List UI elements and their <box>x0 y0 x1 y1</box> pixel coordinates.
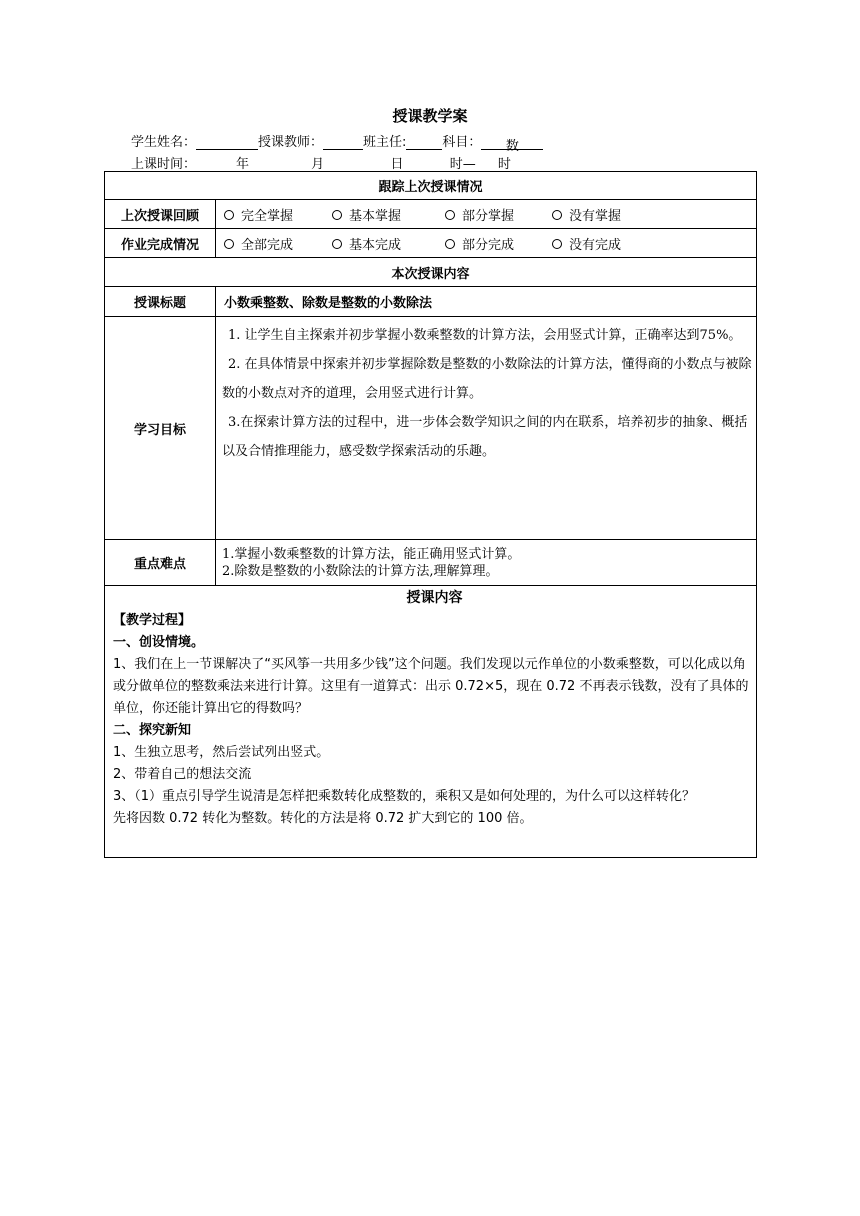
month-label: 月 <box>311 157 325 172</box>
key-points-row <box>105 540 757 586</box>
option-label: 部分掌握 <box>462 208 515 224</box>
topic-label: 授课标题 <box>105 287 216 317</box>
section-2-title: 二、探究新知 <box>113 723 192 738</box>
option-label: 全部完成 <box>241 237 294 253</box>
section-1-text: 1、我们在上一节课解决了“买风筝一共用多少钱”这个问题。我们发现以元作单位的小数乘整数，可以化成以角或分做单位的整数乘法来进行计算。这里有一道算式：出示 0.72×5，现在 0.72 不再表示钱数，没有了具体的单位，你还能计算出它的得数吗？ <box>113 657 749 716</box>
goal-item: 2. 在具体情景中探索并初步掌握除数是整数的小数除法的计算方法，懂得商的小数点与被除数的小数点对齐的道理，会用竖式进行计算。 <box>222 357 752 401</box>
radio-circle-icon <box>445 239 455 249</box>
content-cell <box>105 586 757 858</box>
homework-label: 作业完成情况 <box>105 229 216 258</box>
teacher-field[interactable] <box>323 135 363 150</box>
hour-to-label: 时 <box>497 157 511 172</box>
head-teacher-label: 班主任: <box>363 135 407 150</box>
goal-item: 3.在探索计算方法的过程中，进一步体会数学知识之间的内在联系，培养初步的抽象、概括以及合情推理能力，感受数学探索活动的乐趣。 <box>222 415 748 459</box>
month-field[interactable] <box>253 157 311 172</box>
topic-row <box>105 287 757 317</box>
review-option-2[interactable] <box>332 205 445 224</box>
day-label: 日 <box>390 157 404 172</box>
homework-option-2[interactable] <box>332 234 445 253</box>
review-option-3[interactable] <box>445 205 552 224</box>
content-item: 1、生独立思考，然后尝试列出竖式。 <box>113 745 330 760</box>
key-points-content <box>216 540 757 586</box>
current-header-row <box>105 258 757 287</box>
review-option-1[interactable] <box>224 205 332 224</box>
option-label: 完全掌握 <box>241 208 294 224</box>
tracking-header-row <box>105 172 757 200</box>
content-header: 授课内容 <box>406 590 463 606</box>
key-point-item: 2.除数是整数的小数除法的计算方法,理解算理。 <box>222 563 499 579</box>
document-title: 授课教学案 <box>392 107 468 125</box>
goals-content <box>216 317 757 540</box>
lesson-plan-table <box>104 171 757 858</box>
radio-circle-icon <box>332 239 342 249</box>
subject-field[interactable] <box>481 135 543 154</box>
goals-row <box>105 317 757 540</box>
option-label: 基本完成 <box>349 237 402 253</box>
year-field[interactable] <box>196 157 236 172</box>
option-label: 部分完成 <box>462 237 515 253</box>
homework-options <box>216 229 757 258</box>
process-title: 【教学过程】 <box>113 613 192 628</box>
section-1-title: 一、创设情境。 <box>113 635 205 650</box>
hour-from-label: 时— <box>449 157 476 172</box>
year-label: 年 <box>236 157 250 172</box>
radio-circle-icon <box>552 239 562 249</box>
review-label: 上次授课回顾 <box>105 200 216 229</box>
option-label: 没有完成 <box>569 237 622 253</box>
review-option-4[interactable] <box>552 205 621 224</box>
tracking-header: 跟踪上次授课情况 <box>105 172 757 200</box>
homework-option-3[interactable] <box>445 234 552 253</box>
subject-value: 数 <box>505 139 519 154</box>
goals-label: 学习目标 <box>105 317 216 540</box>
radio-circle-icon <box>332 210 342 220</box>
review-row <box>105 200 757 229</box>
homework-option-1[interactable] <box>224 234 332 253</box>
hour-to-field[interactable] <box>480 157 498 172</box>
info-line-1 <box>131 131 543 154</box>
subject-label: 科目： <box>442 135 482 150</box>
homework-option-4[interactable] <box>552 234 621 253</box>
key-point-item: 1.掌握小数乘整数的计算方法，能正确用竖式计算。 <box>222 546 521 562</box>
radio-circle-icon <box>224 239 234 249</box>
content-row <box>105 586 757 858</box>
goal-item: 1. 让学生自主探索并初步掌握小数乘整数的计算方法，会用竖式计算，正确率达到75%。 <box>228 328 742 343</box>
radio-circle-icon <box>224 210 234 220</box>
content-item: 2、带着自己的想法交流 <box>113 767 252 782</box>
option-label: 基本掌握 <box>349 208 402 224</box>
homework-row <box>105 229 757 258</box>
student-name-field[interactable] <box>196 135 258 150</box>
content-item: 先将因数 0.72 转化为整数。转化的方法是将 0.72 扩大到它的 100 倍。 <box>113 811 533 826</box>
teacher-label: 授课教师： <box>258 135 324 150</box>
review-options <box>216 200 757 229</box>
radio-circle-icon <box>552 210 562 220</box>
time-label: 上课时间： <box>131 157 197 172</box>
radio-circle-icon <box>445 210 455 220</box>
topic-value: 小数乘整数、除数是整数的小数除法 <box>216 287 757 317</box>
option-label: 没有掌握 <box>569 208 622 224</box>
current-header: 本次授课内容 <box>105 258 757 287</box>
head-teacher-field[interactable] <box>406 135 442 150</box>
hour-from-field[interactable] <box>408 157 446 172</box>
day-field[interactable] <box>328 157 386 172</box>
key-points-label: 重点难点 <box>105 540 216 586</box>
student-name-label: 学生姓名： <box>131 135 197 150</box>
info-line-2 <box>131 153 511 172</box>
content-item: 3、（1）重点引导学生说清是怎样把乘数转化成整数的，乘积又是如何处理的，为什么可以这样转化？ <box>113 789 696 804</box>
